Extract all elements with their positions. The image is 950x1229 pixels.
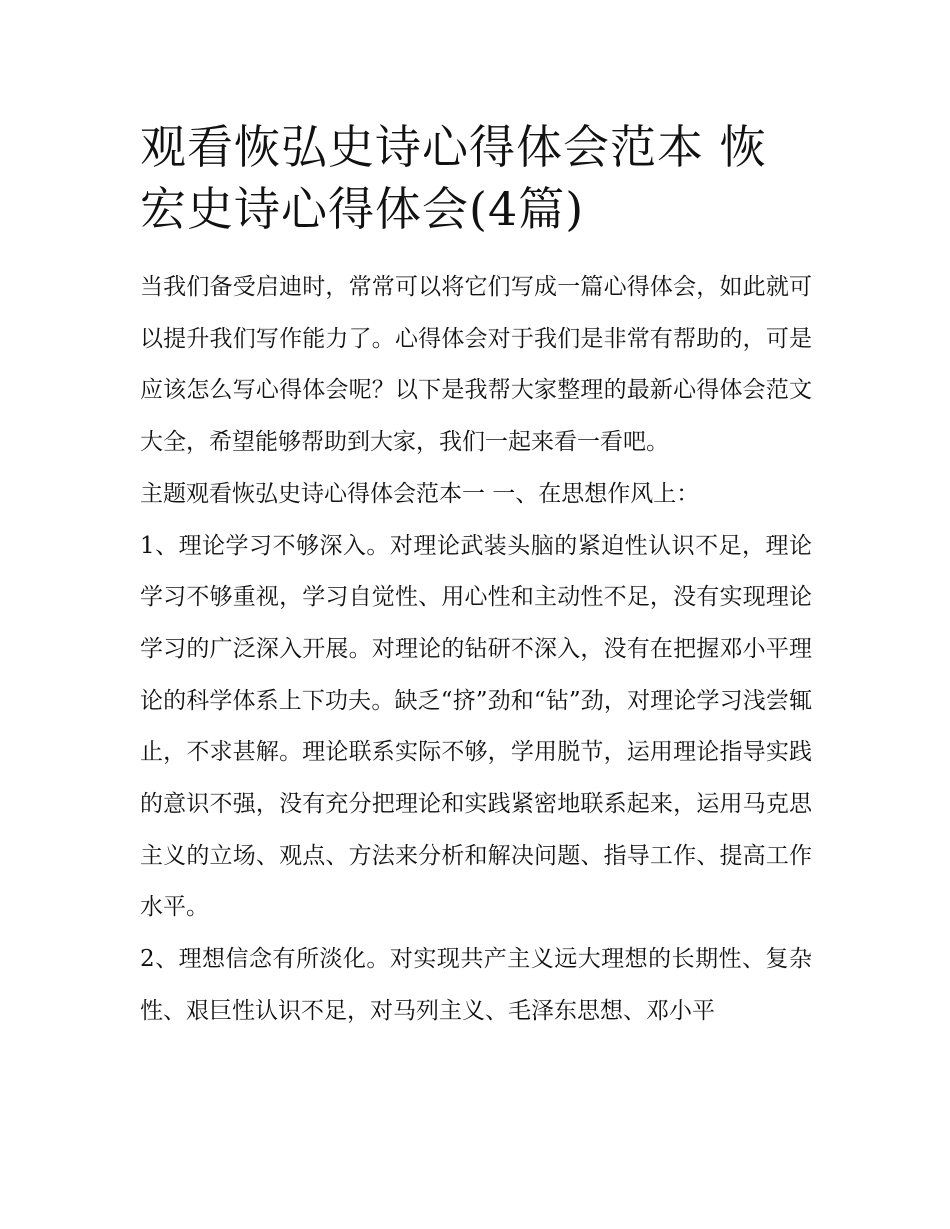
document-page xyxy=(140,116,812,1038)
section-heading: 主题观看恢弘史诗心得体会范本一 一、在思想作风上： xyxy=(140,480,700,507)
document-title: 观看恢弘史诗心得体会范本 恢宏史诗心得体会(4篇) xyxy=(140,120,767,236)
point-1-paragraph: 1、理论学习不够深入。对理论武装头脑的紧迫性认识不足，理论学习不够重视，学习自觉性、用心性和主动性不足，没有实现理论学习的广泛深入开展。对理论的钻研不深入，没有在把握邓小平理论的科学体系上下功夫。缺乏“挤”劲和“钻”劲，对理论学习浅尝辄止，不求甚解。理论联系实际不够，学用脱节，运用理论指导实践的意识不强，没有充分把理论和实践紧密地联系起来，运用马克思主义的立场、观点、方法来分析和解决问题、指导工作、提高工作水平。 xyxy=(140,532,812,921)
point-2-paragraph: 2、理想信念有所淡化。对实现共产主义远大理想的长期性、复杂性、艰巨性认识不足，对马列主义、毛泽东思想、邓小平 xyxy=(140,946,812,1024)
intro-paragraph: 当我们备受启迪时，常常可以将它们写成一篇心得体会，如此就可以提升我们写作能力了。心得体会对于我们是非常有帮助的，可是应该怎么写心得体会呢？以下是我帮大家整理的最新心得体会范文大全，希望能够帮助到大家，我们一起来看一看吧。 xyxy=(140,274,812,456)
